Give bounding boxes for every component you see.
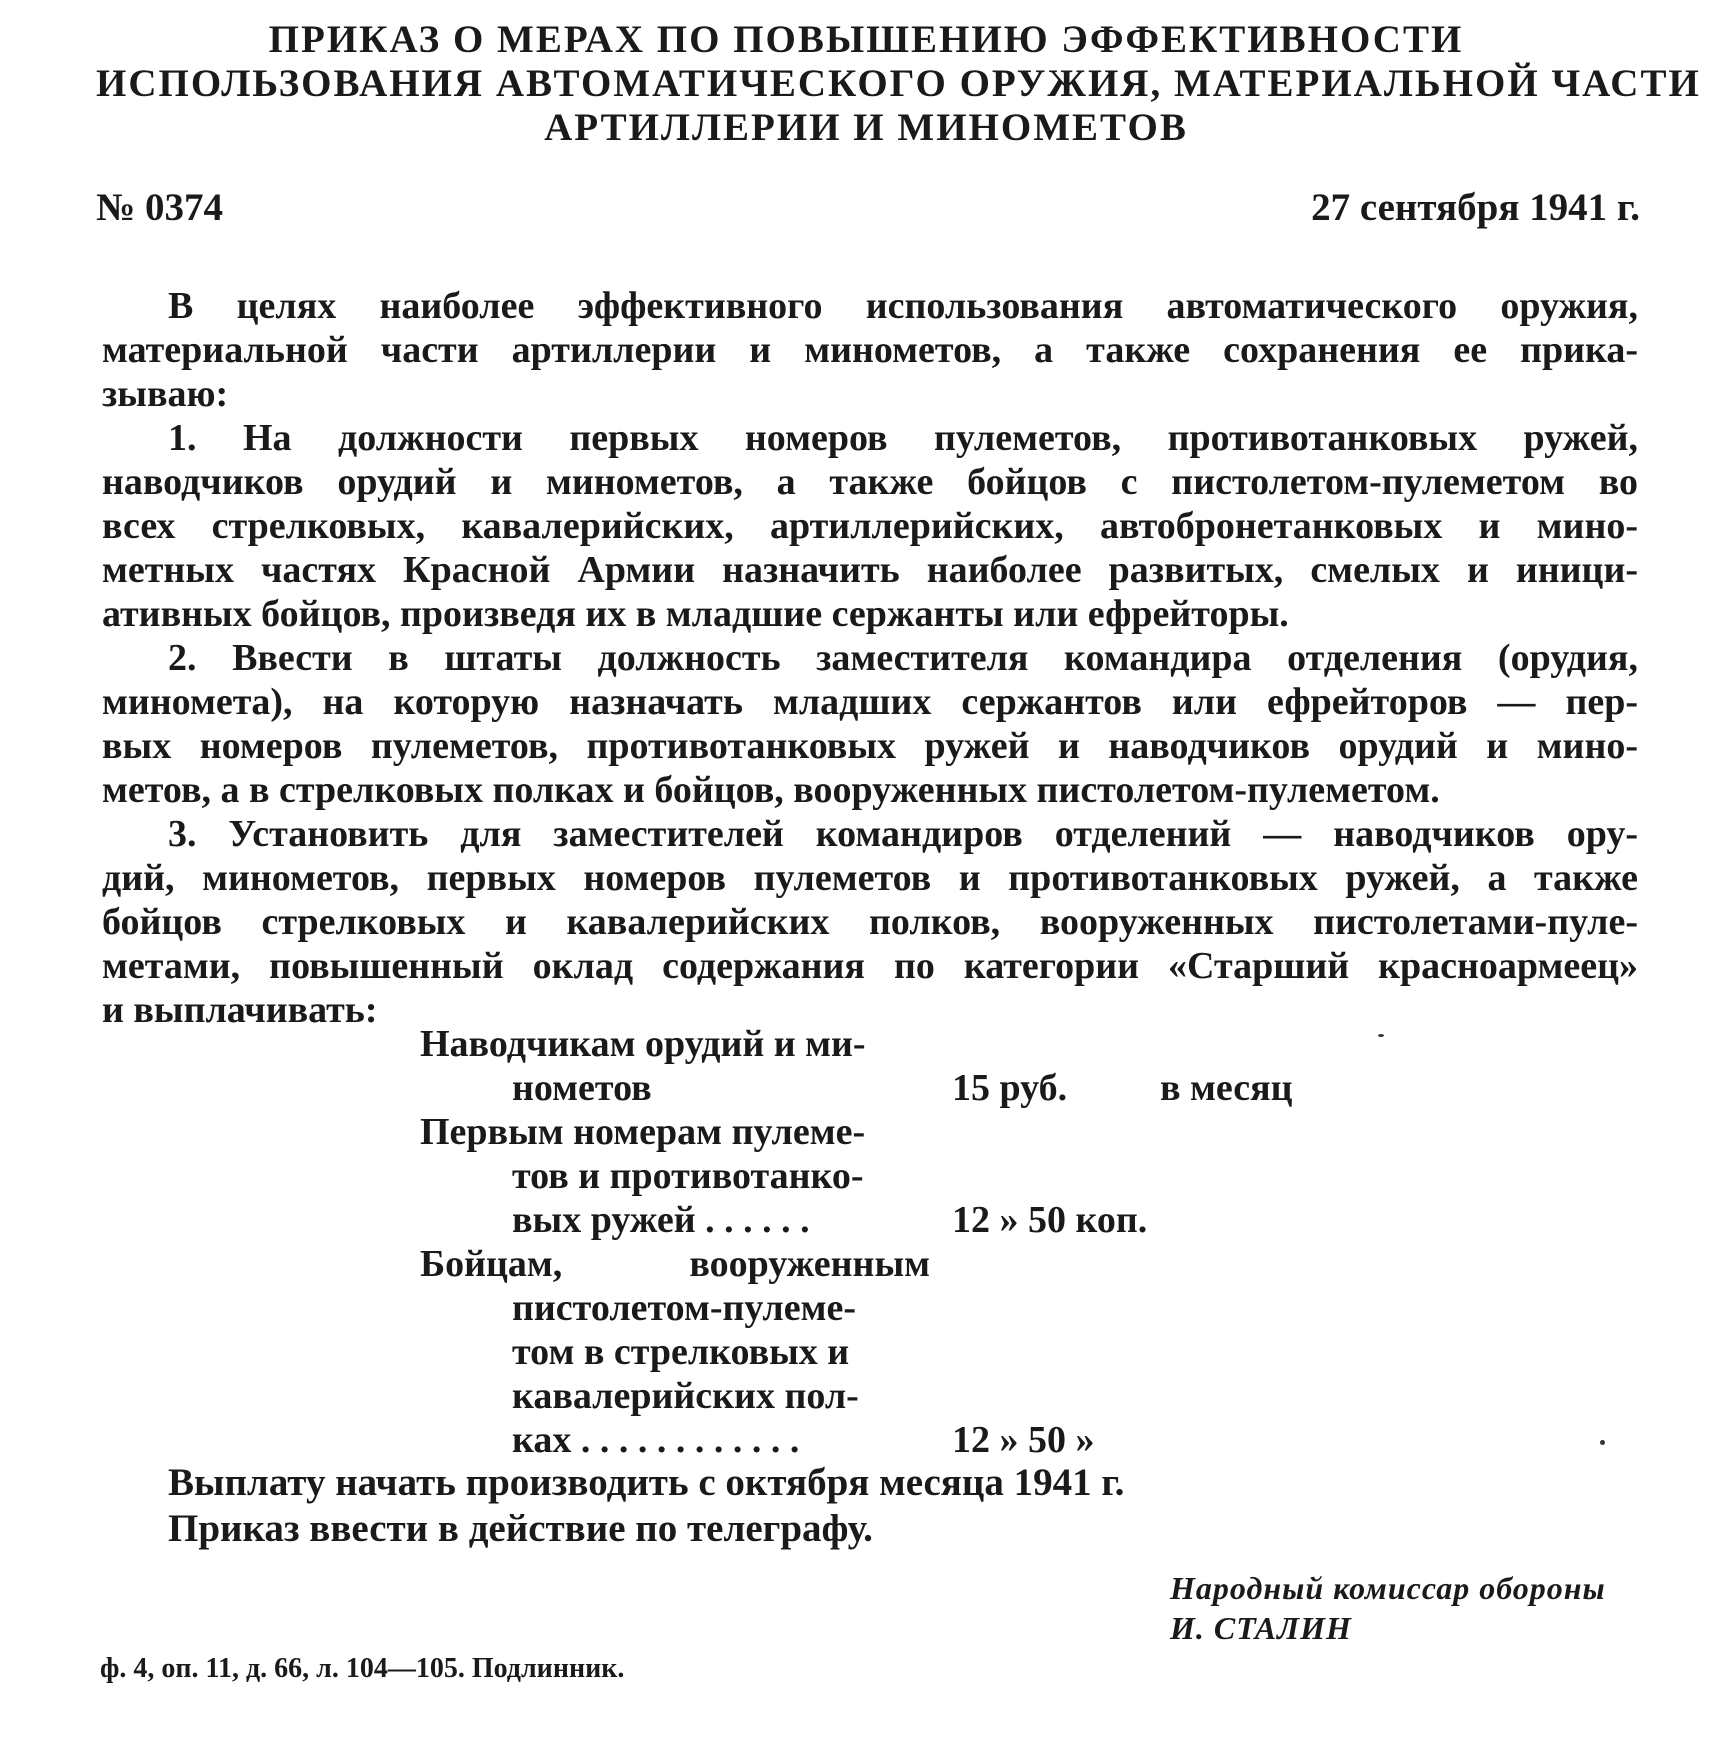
body-line: зываю: [102, 373, 229, 415]
payment-label-line: нометов [512, 1067, 652, 1109]
order-body [102, 284, 1638, 1032]
signature-position: Народный комиссар обороны [1170, 1570, 1606, 1606]
payment-label-line: кавалерийских пол- [512, 1375, 859, 1417]
body-line: дий, минометов, первых номеров пулеметов и противотанковых ружей, а также [102, 857, 1638, 899]
payment-label [420, 1022, 930, 1110]
payment-label-line: ках . . . . . . . . . . . . [512, 1419, 800, 1461]
body-line: метов, а в стрелковых полках и бойцов, вооруженных пистолетом-пулеметом. [102, 769, 1440, 811]
signature-block [1170, 1568, 1606, 1648]
payment-row [420, 1110, 1148, 1242]
body-line: вых номеров пулеметов, противотанковых ружей и наводчиков орудий и мино- [102, 725, 1638, 767]
body-line: всех стрелковых, кавалерийских, артиллерийских, автобронетанковых и мино- [102, 505, 1638, 547]
payment-label [420, 1110, 930, 1242]
payment-amount: 12 » 50 коп. [952, 1199, 1148, 1241]
body-line: бойцов стрелковых и кавалерийских полков, вооруженных пистолетами-пуле- [102, 901, 1638, 943]
payment-amount: 15 руб. [952, 1067, 1068, 1109]
body-line: 3. Установить для заместителей командиров отделений — наводчиков ору- [168, 813, 1638, 855]
body-line: ативных бойцов, произведя их в младшие сержанты или ефрейторы. [102, 593, 1289, 635]
payment-label-line: Бойцам, вооруженным [420, 1243, 930, 1285]
payment-label-line: Наводчикам орудий и ми- [420, 1023, 866, 1065]
payment-period: в месяц [1160, 1067, 1293, 1109]
signature-name: И. СТАЛИН [1170, 1610, 1352, 1646]
body-line: метных частях Красной Армии назначить наиболее развитых, смелых и иници- [102, 549, 1638, 591]
payment-table [420, 1022, 1293, 1462]
body-line: минометa), на которую назначать младших сержантов или ефрейторов — пер- [102, 681, 1638, 723]
payment-amount: 12 » 50 » [952, 1419, 1095, 1461]
order-number: № 0374 [96, 186, 223, 229]
payment-row [420, 1022, 1293, 1110]
scan-speck [1378, 1034, 1384, 1037]
body-line: В целях наиболее эффективного использования автоматического оружия, [168, 285, 1638, 327]
payment-label-line: пистолетом-пулеме- [512, 1287, 857, 1329]
order-date: 27 сентября 1941 г. [1311, 186, 1640, 229]
scan-speck [1600, 1440, 1605, 1445]
closing-line: Приказ ввести в действие по телеграфу. [168, 1507, 873, 1550]
payment-label-line: Первым номерам пулеме- [420, 1111, 866, 1153]
payment-row [420, 1242, 1095, 1462]
title-line: АРТИЛЛЕРИИ И МИНОМЕТОВ [544, 106, 1188, 149]
body-line: и выплачивать: [102, 989, 378, 1031]
document-title [96, 18, 1701, 150]
body-line: 1. На должности первых номеров пулеметов, противотанковых ружей, [168, 417, 1638, 459]
body-line: материальной части артиллерии и минометов, а также сохранения ее прика- [102, 329, 1638, 371]
body-line: наводчиков орудий и минометов, а также бойцов с пистолетом-пулеметом во [102, 461, 1638, 503]
payment-label-line: тов и противотанко- [512, 1155, 864, 1197]
closing-statements [168, 1460, 1124, 1552]
closing-line: Выплату начать производить с октября месяца 1941 г. [168, 1461, 1125, 1504]
archive-reference: ф. 4, оп. 11, д. 66, л. 104—105. Подлинник. [100, 1653, 625, 1684]
body-line: метами, повышенный оклад содержания по категории «Старший красноармеец» [102, 945, 1638, 987]
title-line: ИСПОЛЬЗОВАНИЯ АВТОМАТИЧЕСКОГО ОРУЖИЯ, МАТЕРИАЛЬНОЙ ЧАСТИ [96, 62, 1701, 105]
title-line: ПРИКАЗ О МЕРАХ ПО ПОВЫШЕНИЮ ЭФФЕКТИВНОСТИ [268, 18, 1464, 61]
payment-label [420, 1242, 930, 1462]
payment-label-line: вых ружей . . . . . . [512, 1199, 810, 1241]
body-line: 2. Ввести в штаты должность заместителя командира отделения (орудия, [168, 637, 1638, 679]
payment-label-line: том в стрелковых и [512, 1331, 850, 1373]
